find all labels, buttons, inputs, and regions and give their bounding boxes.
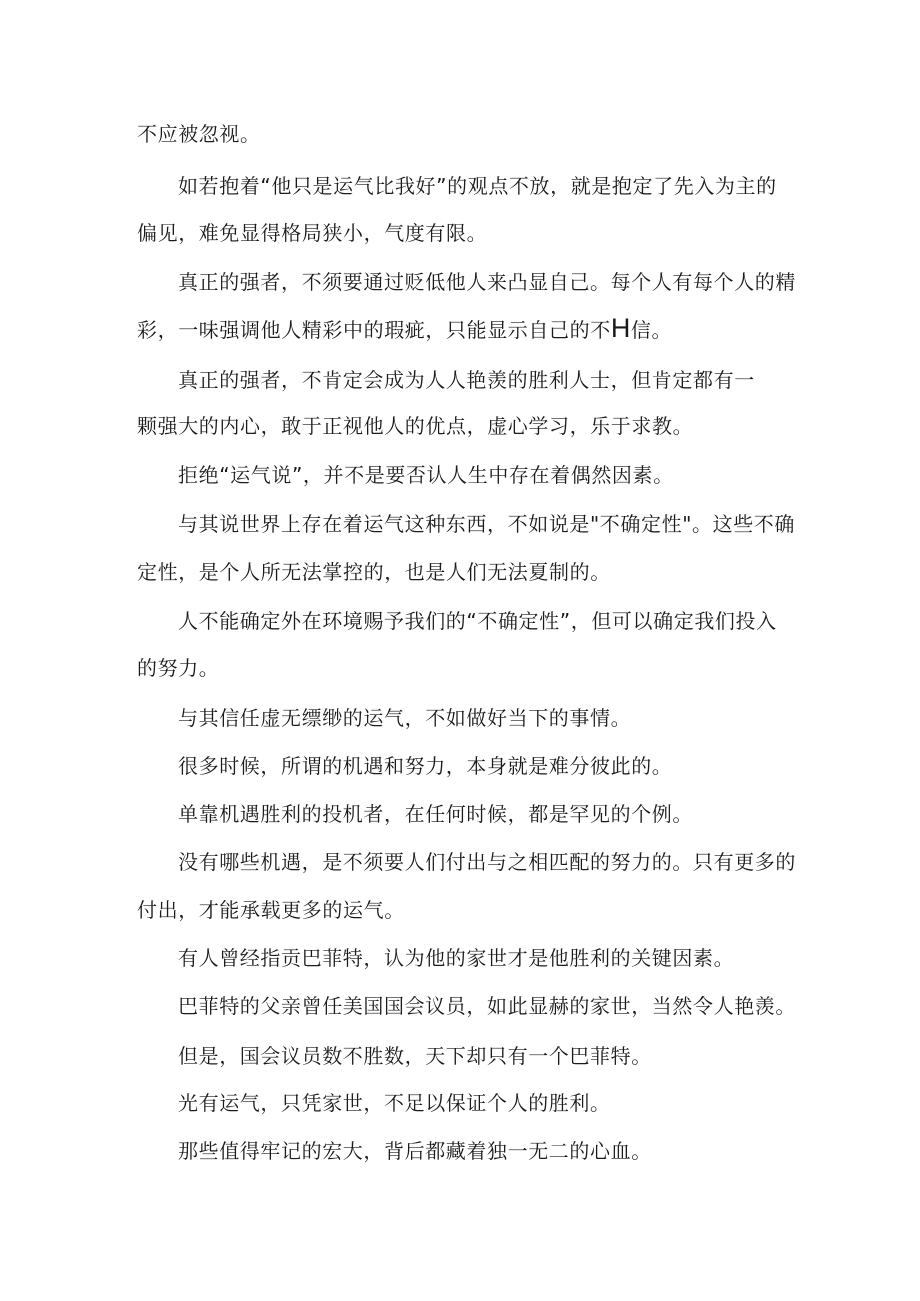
paragraph-line: 单靠机遇胜利的投机者，在任何时候，都是罕见的个例。 (178, 802, 693, 826)
line-text: 信。 (630, 318, 673, 342)
paragraph-line: 但是，国会议员数不胜数，天下却只有一个巴菲特。 (178, 1044, 652, 1068)
paragraph-line: 不应被忽视。 (137, 122, 261, 146)
paragraph-line: 有人曾经指贡巴菲特，认为他的家世才是他胜利的关键因素。 (178, 946, 735, 970)
paragraph-line: 没有哪些机遇，是不须要人们付出与之相匹配的努力的。只有更多的 (178, 850, 796, 874)
paragraph-line: 如若抱着“他只是运气比我好”的观点不放，就是抱定了先入为主的 (178, 174, 777, 198)
paragraph-line: 付出，才能承载更多的运气。 (137, 898, 405, 922)
ocr-glyph: H (610, 313, 631, 343)
paragraph-line: 与其信任虚无缥缈的运气，不如做好当下的事情。 (178, 706, 632, 730)
paragraph-line: 与其说世界上存在着运气这种东西，不如说是"不确定性"。这些不确 (178, 512, 795, 536)
paragraph-line: 人不能确定外在环境赐予我们的“不确定性”，但可以确定我们投入 (178, 609, 777, 633)
paragraph-line: 颗强大的内心，敢于正视他人的优点，虚心学习，乐于求教。 (137, 414, 694, 438)
paragraph-line: 光有运气，只凭家世，不足以保证个人的胜利。 (178, 1091, 611, 1115)
paragraph-line: 很多时候，所谓的机遇和努力，本身就是难分彼此的。 (178, 754, 673, 778)
paragraph-line: 的努力。 (137, 656, 220, 680)
paragraph-line: 真正的强者，不肯定会成为人人艳羡的胜利人士，但肯定都有一 (178, 368, 755, 392)
paragraph-line: 巴菲特的父亲曾任美国国会议员，如此显赫的家世，当然令人艳羡。 (178, 994, 796, 1018)
paragraph-line (137, 313, 673, 343)
paragraph-line: 拒绝“运气说”，并不是要否认人生中存在着偶然因素。 (178, 463, 674, 487)
line-text: 彩，一味强调他人精彩中的瑕疵，只能显示自己的不 (137, 318, 611, 342)
paragraph-line: 真正的强者，不须要通过贬低他人来凸显自己。每个人有每个人的精 (178, 270, 796, 294)
paragraph-line: 定性，是个人所无法掌控的，也是人们无法夏制的。 (137, 560, 611, 584)
paragraph-line: 那些值得牢记的宏大，背后都藏着独一无二的心血。 (178, 1139, 652, 1163)
paragraph-line: 偏见，难免显得格局狭小，气度有限。 (137, 221, 488, 245)
